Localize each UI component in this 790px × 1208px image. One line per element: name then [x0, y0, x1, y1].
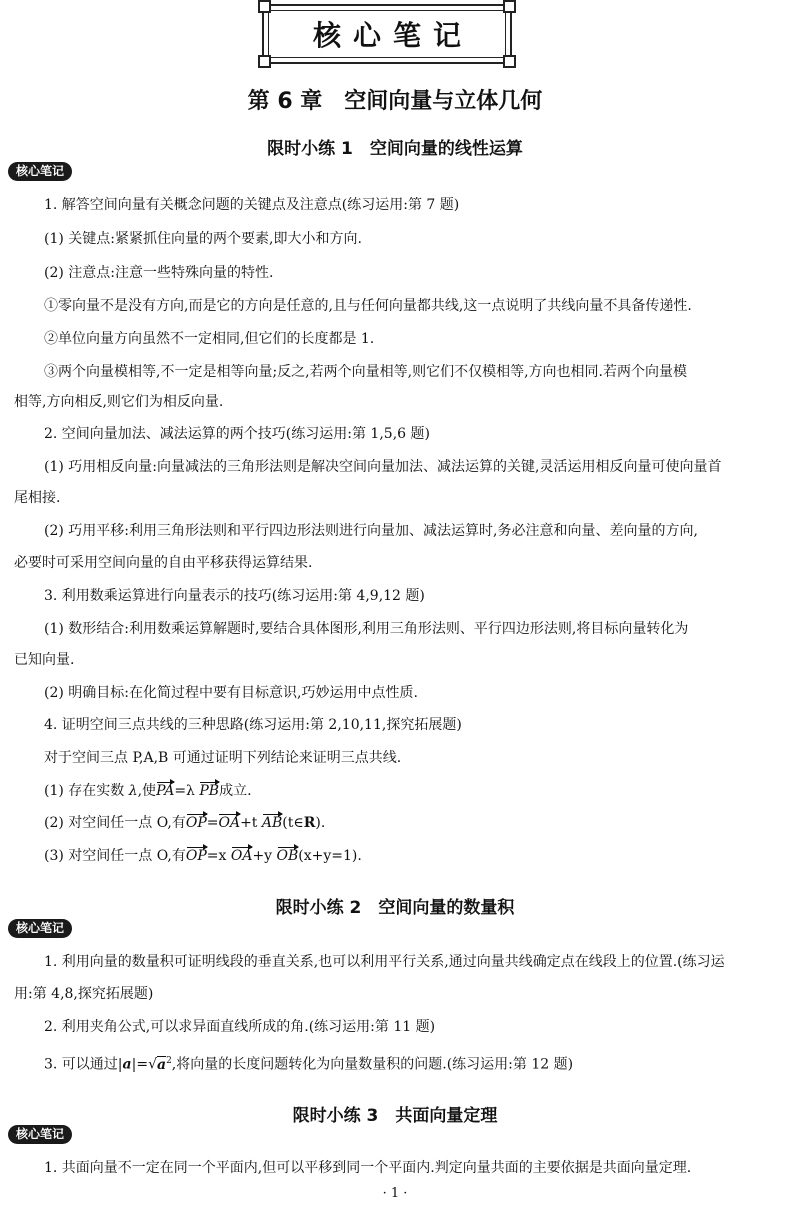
section-title: 限时小练 2 空间向量的数量积 — [275, 898, 515, 918]
chapter-title: 第 6 章 空间向量与立体几何 — [247, 89, 543, 114]
formula-text: (x+y=1). — [298, 848, 362, 864]
note-tag: 核心笔记 — [8, 1125, 72, 1144]
vector-symbol: PA — [156, 783, 175, 799]
text-line: 已知向量. — [14, 652, 75, 668]
formula-text: ). — [315, 815, 326, 831]
formula-text: |= — [131, 1056, 149, 1073]
text-line: 3. 利用数乘运算进行向量表示的技巧(练习运用:第 4,9,12 题) — [44, 588, 425, 604]
vector-symbol: AB — [261, 815, 283, 831]
formula-text: =x — [206, 848, 227, 864]
banner-frame-inner — [268, 10, 506, 58]
text-line: 对于空间三点 P,A,B 可通过证明下列结论来证明三点共线. — [44, 750, 402, 766]
text-line: (1) 巧用相反向量:向量减法的三角形法则是解决空间向量加法、减法运算的关键,灵活运用相反向量可使向量首 — [44, 459, 722, 475]
formula-text: 成立. — [219, 783, 252, 799]
formula-text: =λ — [174, 783, 195, 799]
formula-text: ,将向量的长度问题转化为向量数量积的问题.(练习运用:第 12 题) — [171, 1056, 574, 1073]
text-line: 必要时可采用空间向量的自由平移获得运算结果. — [14, 555, 313, 571]
formula-symbol: a — [122, 1056, 132, 1073]
banner-corner — [258, 55, 271, 68]
formula-exponent: 2 — [166, 1056, 172, 1066]
vector-symbol: OA — [230, 848, 253, 864]
formula-symbol: R — [303, 815, 316, 831]
vector-symbol: OA — [218, 815, 241, 831]
text-line: 用:第 4,8,探究拓展题) — [14, 986, 154, 1002]
formula-line-4 — [44, 1051, 573, 1075]
banner-corner — [258, 0, 271, 13]
note-tag: 核心笔记 — [8, 162, 72, 181]
section-title: 限时小练 3 共面向量定理 — [292, 1106, 498, 1126]
banner-corner — [503, 0, 516, 13]
vector-symbol: OP — [185, 815, 207, 831]
text-line: 2. 利用夹角公式,可以求异面直线所成的角.(练习运用:第 11 题) — [44, 1019, 436, 1035]
formula-symbol: λ — [128, 783, 138, 799]
text-line: (2) 明确目标:在化简过程中要有目标意识,巧妙运用中点性质. — [44, 685, 418, 701]
text-line: (1) 数形结合:利用数乘运算解题时,要结合具体图形,利用三角形法则、平行四边形法则,将目标向量转化为 — [44, 621, 689, 637]
text-line: (1) 关键点:紧紧抓住向量的两个要素,即大小和方向. — [44, 231, 362, 247]
text-line: (2) 巧用平移:利用三角形法则和平行四边形法则进行向量加、减法运算时,务必注意和向量、差向量的方向, — [44, 523, 698, 539]
vector-symbol: OB — [276, 848, 299, 864]
formula-text: (1) 存在实数 — [44, 783, 129, 799]
header-banner — [262, 4, 512, 64]
formula-text: +y — [252, 848, 273, 864]
formula-text: (2) 对空间任一点 O,有 — [44, 815, 186, 831]
formula-text: 3. 可以通过| — [44, 1056, 123, 1073]
sqrt-symbol: √ — [148, 1056, 157, 1073]
text-line: 相等,方向相反,则它们为相反向量. — [14, 394, 224, 410]
text-line: ①零向量不是没有方向,而是它的方向是任意的,且与任何向量都共线,这一点说明了共线向量不具备传递性. — [44, 298, 692, 314]
text-line: 1. 利用向量的数量积可证明线段的垂直关系,也可以利用平行关系,通过向量共线确定点在线段上的位置.(练习运 — [44, 954, 725, 970]
formula-text: (3) 对空间任一点 O,有 — [44, 848, 186, 864]
formula-text: +t — [240, 815, 258, 831]
banner-corner — [503, 55, 516, 68]
formula-symbol: a — [156, 1056, 167, 1073]
formula-text: (t∈ — [282, 815, 304, 831]
formula-text: ,使 — [137, 783, 157, 799]
text-line: (2) 注意点:注意一些特殊向量的特性. — [44, 265, 274, 281]
note-tag: 核心笔记 — [8, 919, 72, 938]
formula-text: = — [206, 815, 219, 831]
vector-symbol: OP — [185, 848, 207, 864]
text-line: ②单位向量方向虽然不一定相同,但它们的长度都是 1. — [44, 331, 375, 347]
text-line: 尾相接. — [14, 490, 61, 506]
text-line: ③两个向量模相等,不一定是相等向量;反之,若两个向量相等,则它们不仅模相等,方向也相同.若两个向量模 — [44, 364, 687, 380]
text-line: 4. 证明空间三点共线的三种思路(练习运用:第 2,10,11,探究拓展题) — [44, 717, 462, 733]
vector-symbol: PB — [199, 783, 220, 799]
formula-line-3 — [44, 846, 362, 866]
formula-line-2 — [44, 813, 325, 833]
text-line: 2. 空间向量加法、减法运算的两个技巧(练习运用:第 1,5,6 题) — [44, 426, 430, 442]
page-number: · 1 · — [382, 1186, 408, 1201]
text-line: 1. 共面向量不一定在同一个平面内,但可以平移到同一个平面内.判定向量共面的主要依据是共面向量定理. — [44, 1160, 692, 1176]
section-title: 限时小练 1 空间向量的线性运算 — [267, 139, 523, 159]
formula-line-1 — [44, 781, 252, 801]
text-line: 1. 解答空间向量有关概念问题的关键点及注意点(练习运用:第 7 题) — [44, 197, 460, 213]
banner-title: 核心笔记 — [312, 19, 473, 52]
